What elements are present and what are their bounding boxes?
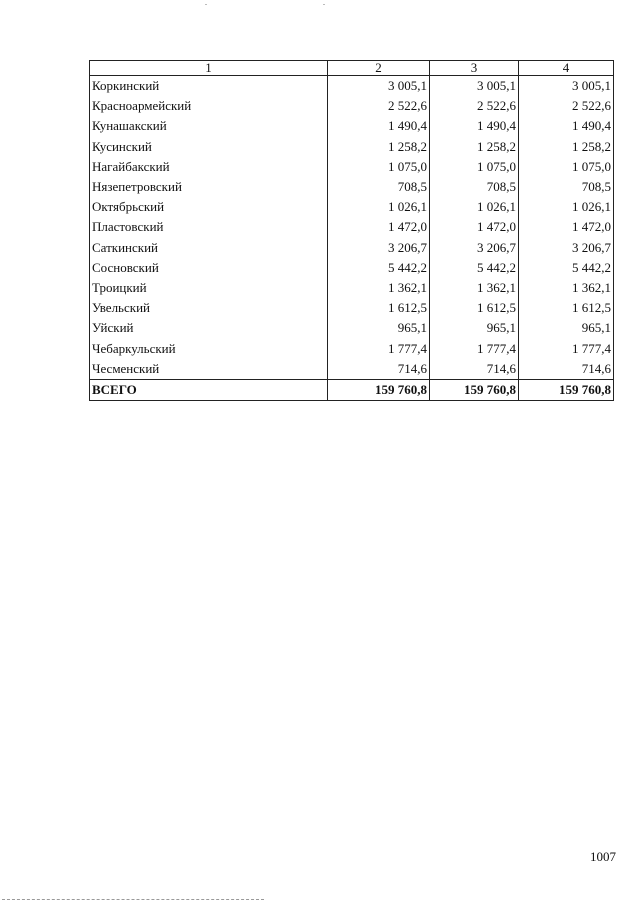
value-col-4: 1 258,2 — [519, 137, 614, 157]
district-name: Октябрьский — [90, 197, 328, 217]
value-col-3: 1 075,0 — [430, 157, 519, 177]
value-col-3: 3 206,7 — [430, 238, 519, 258]
value-col-3: 708,5 — [430, 177, 519, 197]
value-col-2: 3 206,7 — [328, 238, 430, 258]
table-row — [90, 278, 614, 298]
district-name: Кунашакский — [90, 116, 328, 136]
table-row — [90, 96, 614, 116]
value-col-3: 965,1 — [430, 318, 519, 338]
value-col-2: 1 490,4 — [328, 116, 430, 136]
value-col-2: 1 777,4 — [328, 338, 430, 358]
table-row — [90, 359, 614, 380]
table-row — [90, 157, 614, 177]
table-row — [90, 197, 614, 217]
value-col-4: 965,1 — [519, 318, 614, 338]
value-col-2: 708,5 — [328, 177, 430, 197]
district-name: Саткинский — [90, 238, 328, 258]
district-name: Нязепетровский — [90, 177, 328, 197]
value-col-2: 1 472,0 — [328, 217, 430, 237]
table-row — [90, 217, 614, 237]
page-number: 1007 — [590, 849, 616, 864]
value-col-3: 1 612,5 — [430, 298, 519, 318]
footer-rule — [2, 899, 264, 900]
value-col-3: 714,6 — [430, 359, 519, 380]
total-value: 159 760,8 — [519, 379, 614, 400]
table-row — [90, 258, 614, 278]
value-col-4: 1 490,4 — [519, 116, 614, 136]
value-col-3: 5 442,2 — [430, 258, 519, 278]
table-body — [90, 76, 614, 401]
column-header: 4 — [519, 61, 614, 76]
header-row — [90, 61, 614, 76]
value-col-2: 965,1 — [328, 318, 430, 338]
district-name: Сосновский — [90, 258, 328, 278]
value-col-2: 1 258,2 — [328, 137, 430, 157]
value-col-4: 1 472,0 — [519, 217, 614, 237]
district-name: Коркинский — [90, 76, 328, 97]
table-row — [90, 298, 614, 318]
value-col-3: 1 777,4 — [430, 338, 519, 358]
value-col-2: 2 522,6 — [328, 96, 430, 116]
column-header: 2 — [328, 61, 430, 76]
total-row — [90, 379, 614, 400]
value-col-3: 2 522,6 — [430, 96, 519, 116]
district-name: Красноармейский — [90, 96, 328, 116]
value-col-4: 1 075,0 — [519, 157, 614, 177]
table-row — [90, 238, 614, 258]
table-row — [90, 338, 614, 358]
value-col-2: 3 005,1 — [328, 76, 430, 97]
value-col-4: 2 522,6 — [519, 96, 614, 116]
value-col-2: 1 362,1 — [328, 278, 430, 298]
district-name: Чебаркульский — [90, 338, 328, 358]
value-col-3: 3 005,1 — [430, 76, 519, 97]
district-name: Троицкий — [90, 278, 328, 298]
value-col-4: 1 612,5 — [519, 298, 614, 318]
value-col-3: 1 472,0 — [430, 217, 519, 237]
budget-table — [89, 60, 614, 401]
value-col-3: 1 490,4 — [430, 116, 519, 136]
value-col-2: 714,6 — [328, 359, 430, 380]
value-col-4: 3 005,1 — [519, 76, 614, 97]
value-col-4: 1 777,4 — [519, 338, 614, 358]
value-col-4: 1 026,1 — [519, 197, 614, 217]
district-name: Кусинский — [90, 137, 328, 157]
table-row — [90, 318, 614, 338]
value-col-3: 1 026,1 — [430, 197, 519, 217]
value-col-4: 708,5 — [519, 177, 614, 197]
column-header: 1 — [90, 61, 328, 76]
total-value: 159 760,8 — [328, 379, 430, 400]
district-name: Чесменский — [90, 359, 328, 380]
value-col-3: 1 362,1 — [430, 278, 519, 298]
table-row — [90, 76, 614, 97]
value-col-2: 1 026,1 — [328, 197, 430, 217]
value-col-2: 1 612,5 — [328, 298, 430, 318]
total-label: ВСЕГО — [90, 379, 328, 400]
district-name: Пластовский — [90, 217, 328, 237]
value-col-4: 5 442,2 — [519, 258, 614, 278]
table-row — [90, 177, 614, 197]
district-name: Нагайбакский — [90, 157, 328, 177]
table-row — [90, 137, 614, 157]
table-row — [90, 116, 614, 136]
district-name: Увельский — [90, 298, 328, 318]
value-col-4: 714,6 — [519, 359, 614, 380]
scan-mark — [205, 4, 207, 5]
column-header: 3 — [430, 61, 519, 76]
value-col-2: 5 442,2 — [328, 258, 430, 278]
value-col-2: 1 075,0 — [328, 157, 430, 177]
value-col-4: 1 362,1 — [519, 278, 614, 298]
scan-mark — [323, 4, 325, 5]
district-name: Уйский — [90, 318, 328, 338]
value-col-3: 1 258,2 — [430, 137, 519, 157]
total-value: 159 760,8 — [430, 379, 519, 400]
value-col-4: 3 206,7 — [519, 238, 614, 258]
